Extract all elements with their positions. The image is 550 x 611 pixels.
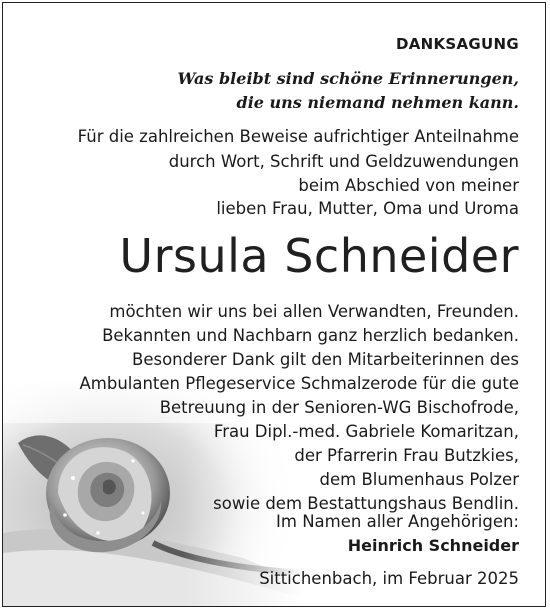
quote-line-1: Was bleibt sind schöne Erinnerungen, [177, 69, 519, 88]
intro-line-4: lieben Frau, Mutter, Oma und Uroma [216, 199, 519, 218]
intro-line-2: durch Wort, Schrift und Geldzuwendungen [168, 152, 519, 171]
signature-intro: Im Namen aller Angehörigen: [276, 512, 519, 531]
thanks-line: der Pfarrerin Frau Butzkies, [294, 446, 519, 465]
heading: DANKSAGUNG [395, 35, 519, 53]
quote-line-2: die uns niemand nehmen kann. [236, 93, 519, 112]
signer-name: Heinrich Schneider [347, 536, 519, 555]
place-date: Sittichenbach, im Februar 2025 [259, 569, 519, 588]
deceased-name: Ursula Schneider [119, 229, 519, 283]
thanks-line: Frau Dipl.-med. Gabriele Komaritzan, [213, 422, 519, 441]
thanks-line: Ambulanten Pflegeservice Schmalzerode für die gute [79, 374, 519, 393]
obituary-card [2, 2, 546, 607]
thanks-line: dem Blumenhaus Polzer [319, 470, 519, 489]
intro-line-3: beim Abschied von meiner [298, 176, 519, 195]
thanks-line: sowie dem Bestattungshaus Bendlin. [213, 494, 519, 513]
thanks-line: Betreuung in der Senioren-WG Bischofrode, [159, 398, 519, 417]
thanks-line: Bekannten und Nachbarn ganz herzlich bedanken. [102, 326, 519, 345]
thanks-line: Besonderer Dank gilt den Mitarbeiterinnen des [132, 350, 519, 369]
thanks-line: möchten wir uns bei allen Verwandten, Freunden. [109, 302, 519, 321]
intro-line-1: Für die zahlreichen Beweise aufrichtiger Anteilnahme [77, 127, 519, 146]
